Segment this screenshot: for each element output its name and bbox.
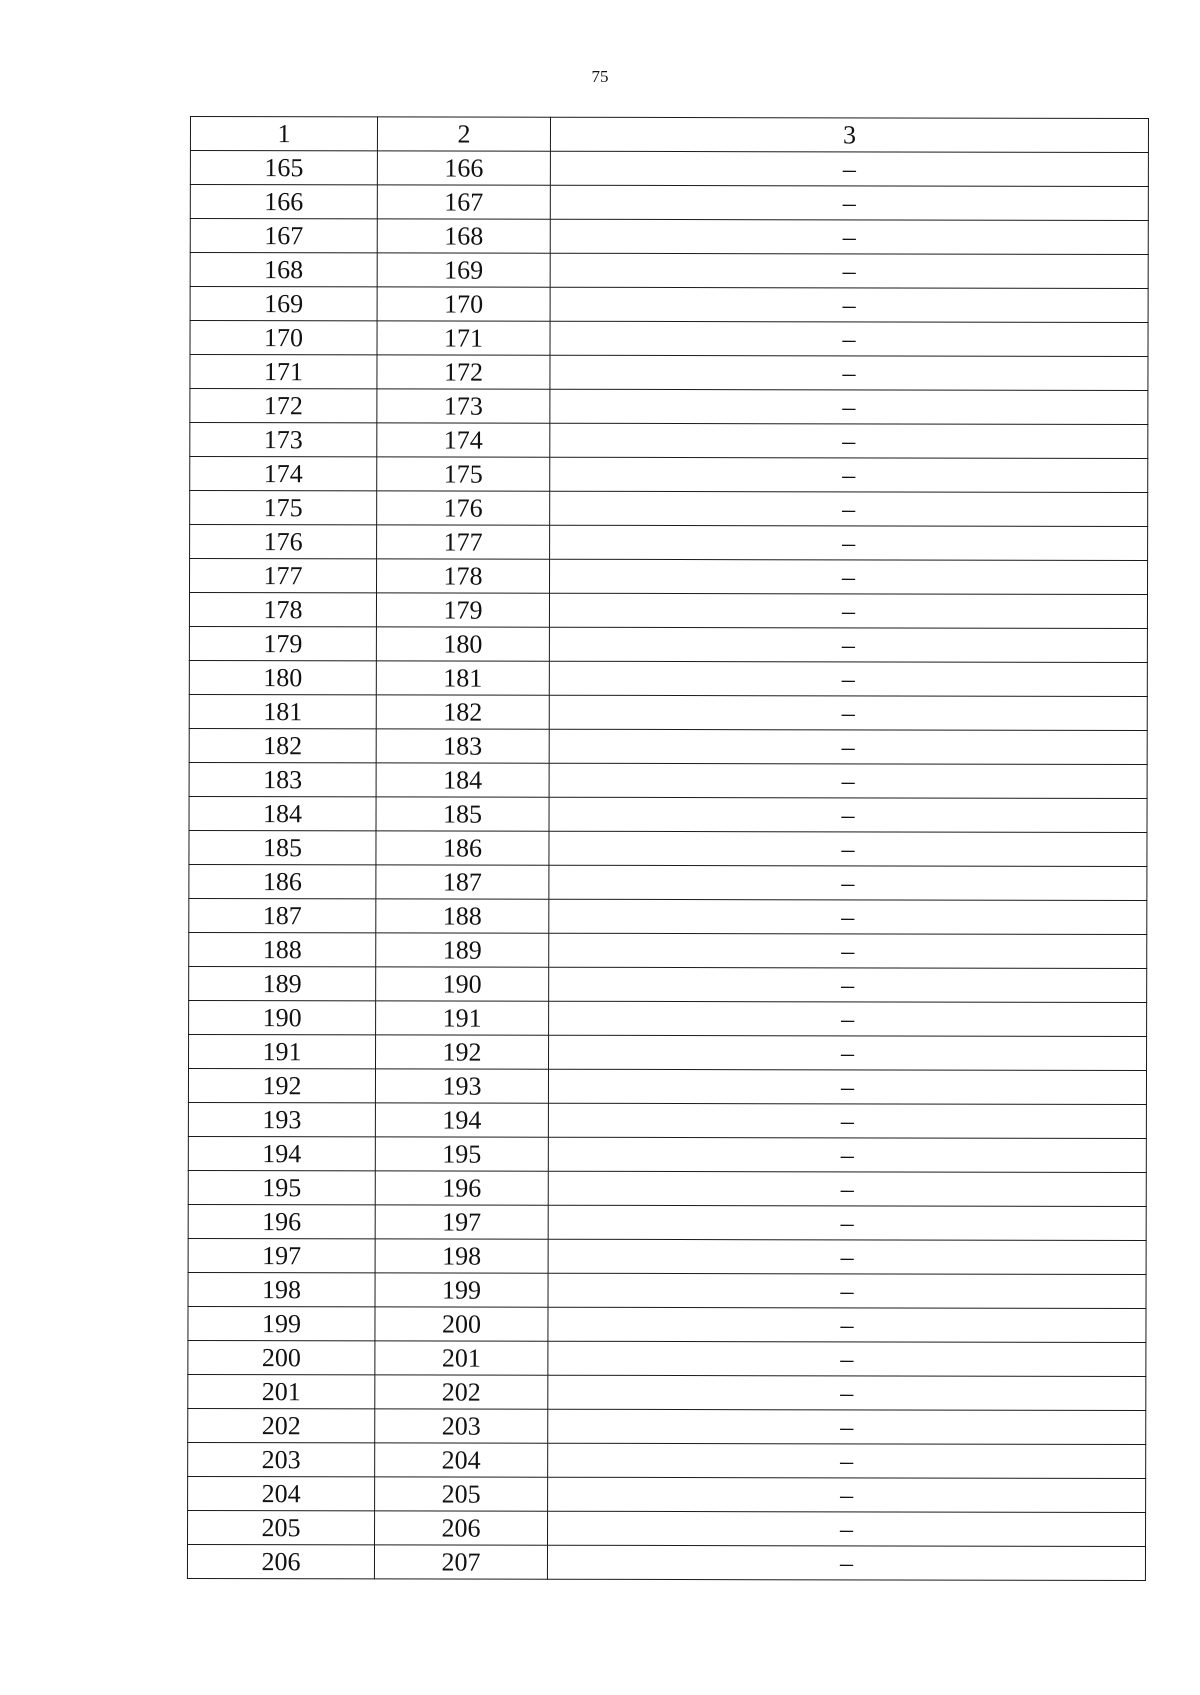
header-cell-3: 3: [550, 117, 1148, 152]
table-cell-col-2: 188: [376, 899, 549, 933]
table-cell-col-1: 179: [189, 626, 376, 660]
page-number: 75: [591, 67, 609, 86]
table-row: [188, 1476, 1146, 1512]
table-cell-col-3: –: [548, 1171, 1146, 1206]
table-row: [190, 423, 1148, 459]
table-row: [190, 321, 1148, 357]
table-cell-col-3: –: [550, 219, 1148, 254]
table-cell-col-3: –: [550, 491, 1148, 526]
table-cell-col-3: –: [550, 253, 1148, 288]
table-row: [190, 219, 1148, 255]
table-cell-col-3: –: [549, 831, 1147, 866]
table-cell-col-3: –: [549, 1035, 1147, 1070]
table-cell-col-3: –: [549, 729, 1147, 764]
table-cell-col-2: 200: [375, 1307, 548, 1341]
table-cell-col-3: –: [550, 287, 1148, 322]
table-row: [189, 593, 1147, 629]
table-cell-col-2: 167: [377, 185, 550, 219]
table-cell-col-3: –: [550, 525, 1148, 560]
table-cell-col-2: 173: [377, 389, 550, 423]
table-row: [188, 1306, 1146, 1342]
table-cell-col-2: 194: [375, 1103, 548, 1137]
table-cell-col-3: –: [550, 423, 1148, 458]
table-cell-col-1: 195: [188, 1170, 375, 1204]
table-cell-col-1: 201: [188, 1374, 375, 1408]
table-row: [189, 694, 1147, 730]
table-cell-col-2: 191: [376, 1001, 549, 1035]
table-cell-col-1: 182: [189, 728, 376, 762]
table-row: [188, 1408, 1146, 1444]
table-cell-col-3: –: [549, 593, 1147, 628]
table-row: [190, 287, 1148, 323]
table-cell-col-1: 172: [190, 389, 377, 423]
table-cell-col-1: 181: [189, 694, 376, 728]
table-cell-col-1: 168: [190, 253, 377, 287]
table-cell-col-1: 174: [190, 457, 377, 491]
table-cell-col-1: 203: [188, 1442, 375, 1476]
table-cell-col-1: 184: [189, 796, 376, 830]
table-cell-col-3: –: [549, 1001, 1147, 1036]
table-row: [188, 1068, 1146, 1104]
table-cell-col-2: 174: [377, 423, 550, 457]
table-cell-col-3: –: [548, 1511, 1146, 1546]
table-cell-col-1: 189: [189, 966, 376, 1000]
table-cell-col-1: 178: [189, 593, 376, 627]
table-row: [189, 728, 1147, 764]
table-cell-col-3: –: [550, 185, 1148, 220]
table-cell-col-3: –: [548, 1307, 1146, 1342]
table-cell-col-2: 204: [375, 1443, 548, 1477]
table-cell-col-1: 200: [188, 1340, 375, 1374]
table-row: [189, 1034, 1147, 1070]
table-cell-col-1: 196: [188, 1204, 375, 1238]
table-cell-col-1: 199: [188, 1306, 375, 1340]
table-cell-col-2: 187: [376, 865, 549, 899]
table-cell-col-1: 180: [189, 660, 376, 694]
table-cell-col-1: 205: [188, 1510, 375, 1544]
table-cell-col-3: –: [548, 1375, 1146, 1410]
table-cell-col-3: –: [548, 1103, 1146, 1138]
table-row: [190, 559, 1148, 595]
table-cell-col-2: 169: [377, 253, 550, 287]
table-cell-col-2: 183: [376, 729, 549, 763]
table-cell-col-2: 189: [376, 933, 549, 967]
table-cell-col-1: 169: [190, 287, 377, 321]
table-cell-col-2: 176: [377, 491, 550, 525]
table-row: [187, 1544, 1145, 1580]
table-row: [190, 491, 1148, 527]
table-cell-col-1: 202: [188, 1408, 375, 1442]
table-row: [188, 1374, 1146, 1410]
table-row: [190, 185, 1148, 221]
table-cell-col-1: 171: [190, 355, 377, 389]
table-cell-col-3: –: [548, 1477, 1146, 1512]
table-cell-col-3: –: [548, 1409, 1146, 1444]
table-cell-col-3: –: [549, 899, 1147, 934]
table-cell-col-2: 198: [375, 1239, 548, 1273]
table-row: [188, 1170, 1146, 1206]
table-cell-col-2: 192: [376, 1035, 549, 1069]
table-row: [190, 355, 1148, 391]
table-cell-col-1: 187: [189, 898, 376, 932]
table-cell-col-3: –: [549, 695, 1147, 730]
table-cell-col-2: 202: [375, 1375, 548, 1409]
table-cell-col-1: 186: [189, 864, 376, 898]
table-cell-col-1: 177: [190, 559, 377, 593]
table-row: [189, 864, 1147, 900]
table-row: [189, 796, 1147, 832]
table-row: [190, 151, 1148, 187]
table-cell-col-3: –: [548, 1443, 1146, 1478]
table-cell-col-3: –: [549, 797, 1147, 832]
table-cell-col-3: –: [550, 355, 1148, 390]
table-cell-col-3: –: [548, 1137, 1146, 1172]
table-row: [188, 1442, 1146, 1478]
table-cell-col-3: –: [550, 151, 1148, 186]
header-cell-1: 1: [190, 117, 377, 151]
table-cell-col-2: 184: [376, 763, 549, 797]
table-cell-col-1: 190: [189, 1000, 376, 1034]
table-row: [190, 389, 1148, 425]
table-cell-col-2: 177: [377, 525, 550, 559]
table-cell-col-1: 206: [187, 1544, 374, 1578]
table-row: [189, 762, 1147, 798]
table-cell-col-3: –: [548, 1205, 1146, 1240]
table-cell-col-2: 199: [375, 1273, 548, 1307]
table-row: [189, 830, 1147, 866]
table-cell-col-2: 196: [375, 1171, 548, 1205]
table-row: [189, 898, 1147, 934]
table-cell-col-2: 178: [377, 559, 550, 593]
table-cell-col-2: 185: [376, 797, 549, 831]
table-cell-col-2: 175: [377, 457, 550, 491]
table-row: [190, 253, 1148, 289]
table-cell-col-3: –: [549, 627, 1147, 662]
table-cell-col-3: –: [550, 321, 1148, 356]
data-table: [187, 116, 1149, 1581]
table-cell-col-3: –: [548, 1341, 1146, 1376]
table-cell-col-1: 167: [190, 219, 377, 253]
table-cell-col-1: 198: [188, 1272, 375, 1306]
table-cell-col-3: –: [548, 1069, 1146, 1104]
table-cell-col-2: 197: [375, 1205, 548, 1239]
table-cell-col-2: 203: [375, 1409, 548, 1443]
table-cell-col-1: 173: [190, 423, 377, 457]
table-cell-col-3: –: [549, 933, 1147, 968]
table-cell-col-1: 191: [189, 1034, 376, 1068]
table-cell-col-1: 165: [190, 151, 377, 185]
table-row: [190, 457, 1148, 493]
header-cell-2: 2: [377, 117, 550, 151]
table-cell-col-1: 183: [189, 762, 376, 796]
table-cell-col-1: 188: [189, 932, 376, 966]
table-body: [187, 117, 1148, 1581]
table-header-row: [190, 117, 1148, 153]
table-cell-col-2: 166: [377, 151, 550, 185]
table-row: [188, 1102, 1146, 1138]
table-row: [188, 1272, 1146, 1308]
table-cell-col-1: 193: [188, 1102, 375, 1136]
table-cell-col-3: –: [549, 865, 1147, 900]
table-row: [188, 1204, 1146, 1240]
table-cell-col-2: 170: [377, 287, 550, 321]
table-cell-col-1: 175: [190, 491, 377, 525]
table-cell-col-3: –: [550, 389, 1148, 424]
table-cell-col-2: 206: [375, 1511, 548, 1545]
table-cell-col-2: 207: [374, 1545, 547, 1579]
table-row: [189, 626, 1147, 662]
table-cell-col-3: –: [549, 661, 1147, 696]
table-cell-col-3: –: [550, 559, 1148, 594]
table-cell-col-1: 170: [190, 321, 377, 355]
table-cell-col-3: –: [547, 1545, 1145, 1580]
table-row: [189, 966, 1147, 1002]
table-cell-col-3: –: [548, 1239, 1146, 1274]
table-cell-col-2: 201: [375, 1341, 548, 1375]
table-cell-col-2: 193: [375, 1069, 548, 1103]
table-cell-col-2: 168: [377, 219, 550, 253]
table-cell-col-3: –: [550, 457, 1148, 492]
table-cell-col-2: 171: [377, 321, 550, 355]
table-cell-col-2: 179: [376, 593, 549, 627]
table-cell-col-1: 166: [190, 185, 377, 219]
table-cell-col-2: 172: [377, 355, 550, 389]
table-cell-col-2: 180: [376, 627, 549, 661]
table-cell-col-3: –: [549, 967, 1147, 1002]
table-row: [189, 932, 1147, 968]
table-cell-col-2: 186: [376, 831, 549, 865]
table-row: [189, 1000, 1147, 1036]
table-cell-col-2: 205: [375, 1477, 548, 1511]
table-row: [188, 1340, 1146, 1376]
table-cell-col-3: –: [549, 763, 1147, 798]
table-row: [188, 1136, 1146, 1172]
table-row: [190, 525, 1148, 561]
table-cell-col-1: 185: [189, 830, 376, 864]
table-row: [188, 1510, 1146, 1546]
table-cell-col-2: 181: [376, 661, 549, 695]
table-cell-col-1: 176: [190, 525, 377, 559]
table-row: [188, 1238, 1146, 1274]
table-row: [189, 660, 1147, 696]
table-cell-col-1: 194: [188, 1136, 375, 1170]
table-cell-col-2: 195: [375, 1137, 548, 1171]
table-cell-col-1: 197: [188, 1238, 375, 1272]
table-cell-col-3: –: [548, 1273, 1146, 1308]
table-cell-col-1: 192: [188, 1068, 375, 1102]
table-cell-col-1: 204: [188, 1476, 375, 1510]
table-cell-col-2: 182: [376, 695, 549, 729]
table-cell-col-2: 190: [376, 967, 549, 1001]
